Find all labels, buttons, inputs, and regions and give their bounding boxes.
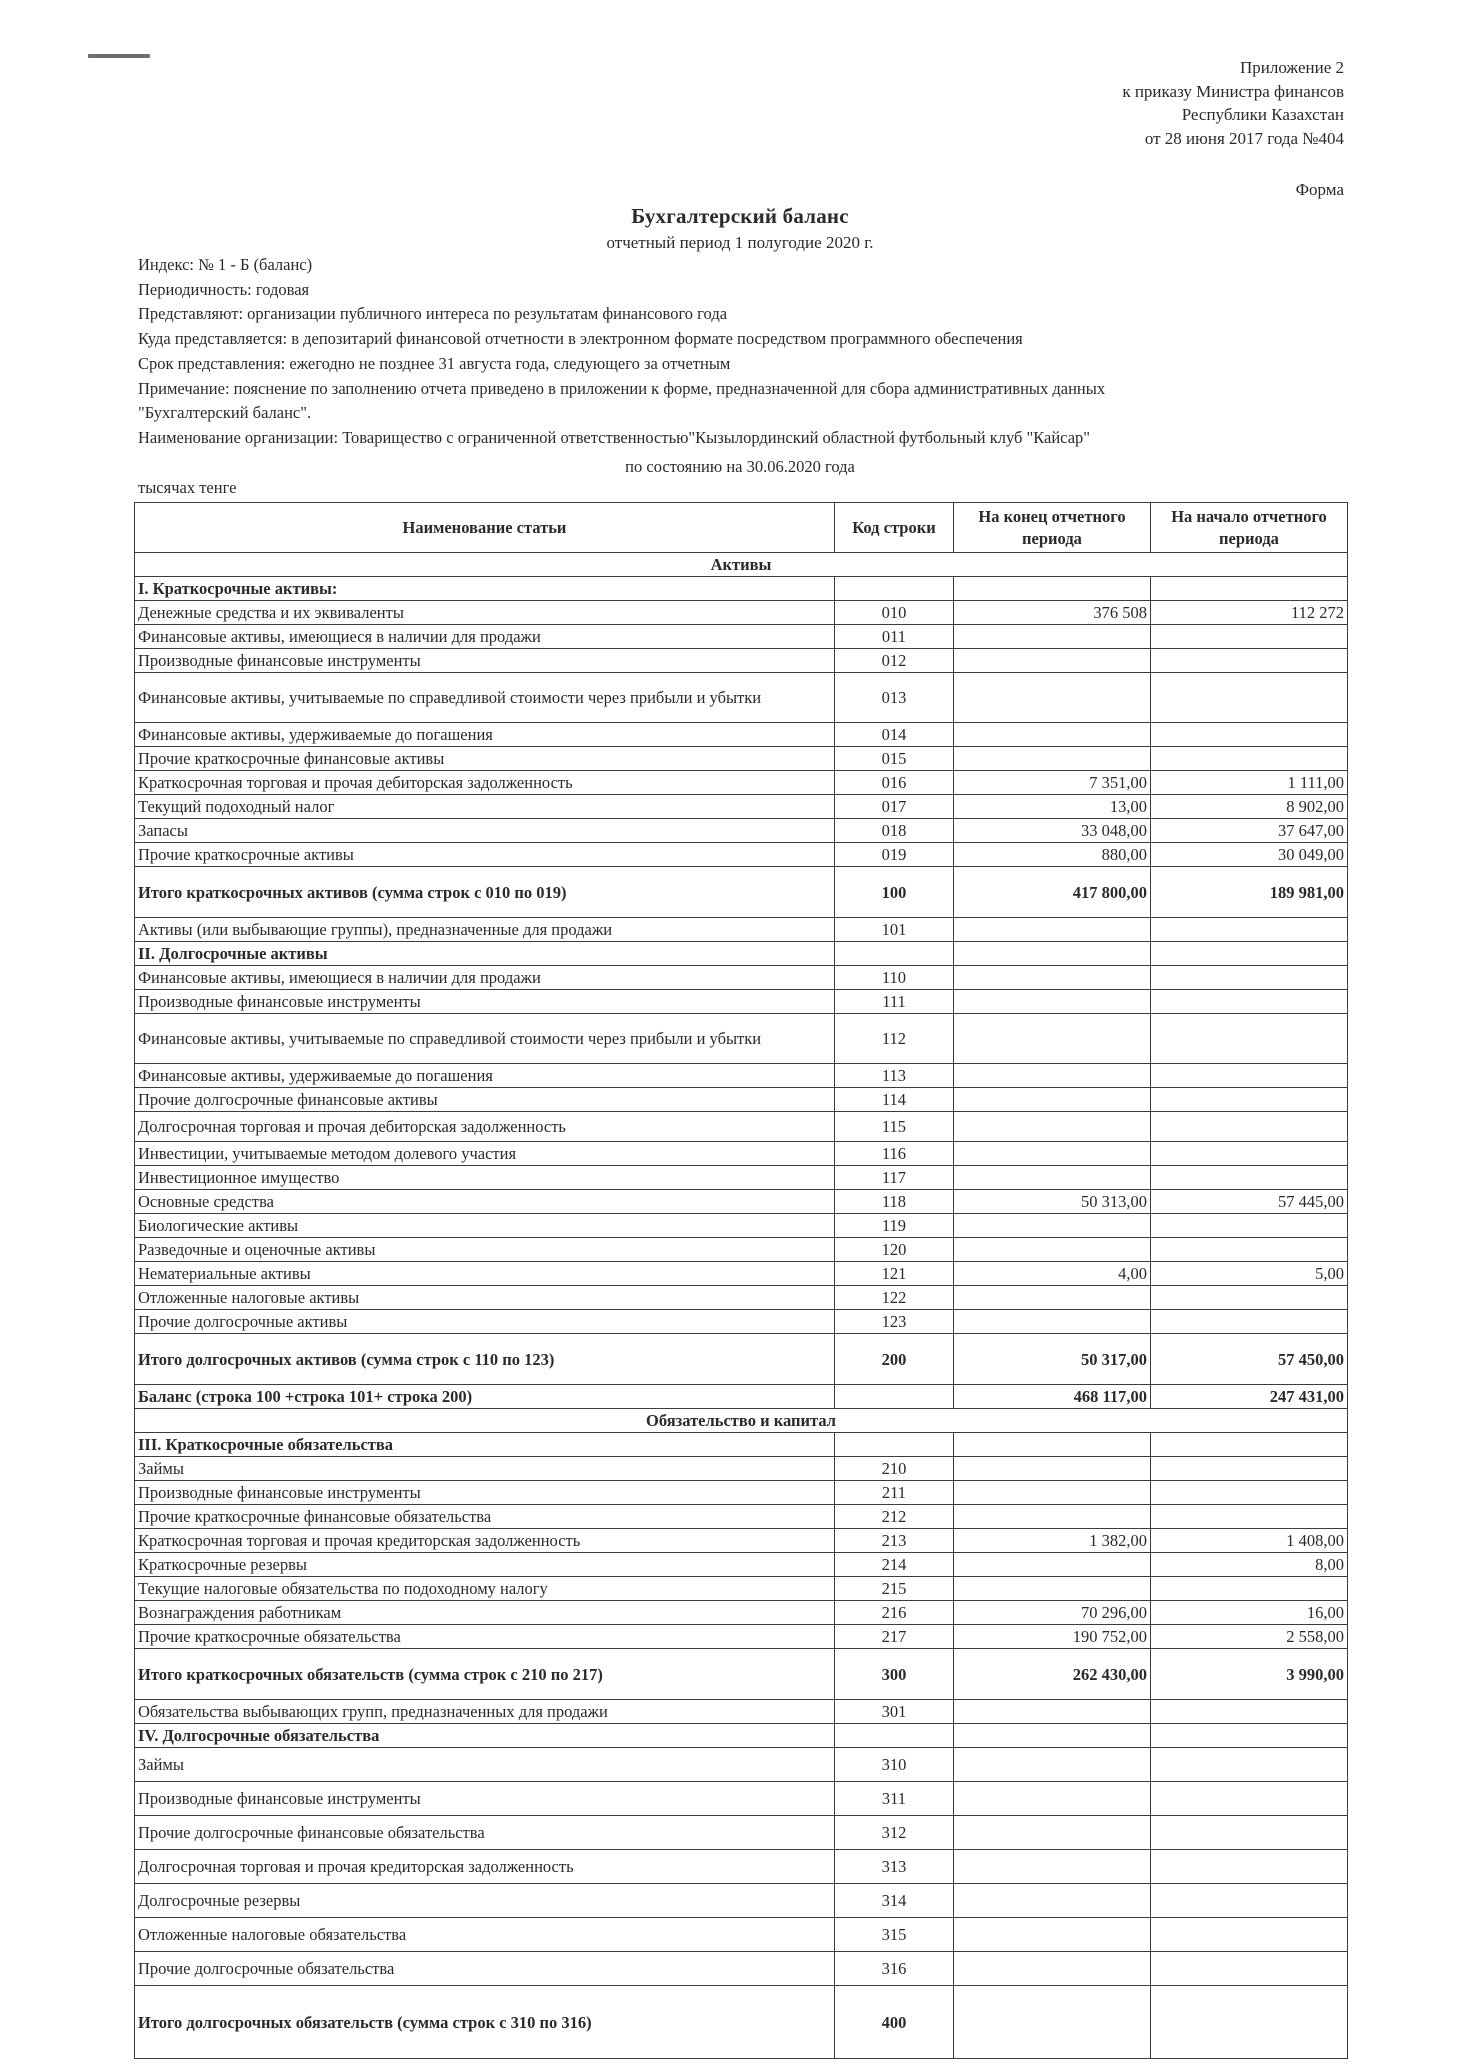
row-start-value: 1 111,00 xyxy=(1151,771,1348,795)
row-start-value xyxy=(1151,1112,1348,1142)
row-code: 018 xyxy=(835,819,954,843)
table-row xyxy=(135,1577,1348,1601)
section-header-liabilities xyxy=(135,1409,1348,1433)
row-end-value xyxy=(954,1014,1151,1064)
row-name: Краткосрочные резервы xyxy=(135,1553,835,1577)
table-row xyxy=(135,747,1348,771)
row-start-value: 3 990,00 xyxy=(1151,1649,1348,1700)
row-name: Прочие краткосрочные активы xyxy=(135,843,835,867)
row-name: Текущий подоходный налог xyxy=(135,795,835,819)
row-end-value xyxy=(954,1986,1151,2059)
row-end-value xyxy=(954,1457,1151,1481)
row-start-value: 37 647,00 xyxy=(1151,819,1348,843)
row-end-value xyxy=(954,1884,1151,1918)
row-name: Инвестиционное имущество xyxy=(135,1166,835,1190)
appendix-line: от 28 июня 2017 года №404 xyxy=(1144,128,1344,148)
row-start-value xyxy=(1151,1700,1348,1724)
row-code: 119 xyxy=(835,1214,954,1238)
row-code: 010 xyxy=(835,601,954,625)
row-start-value: 57 450,00 xyxy=(1151,1334,1348,1385)
table-row xyxy=(135,1457,1348,1481)
table-row xyxy=(135,1166,1348,1190)
row-end-value xyxy=(954,1748,1151,1782)
table-row xyxy=(135,1190,1348,1214)
total-row xyxy=(135,1986,1348,2059)
table-row xyxy=(135,990,1348,1014)
row-start-value xyxy=(1151,1457,1348,1481)
row-code: 115 xyxy=(835,1112,954,1142)
document-title: Бухгалтерский баланс xyxy=(631,204,849,228)
row-start-value xyxy=(1151,747,1348,771)
row-code: 012 xyxy=(835,649,954,673)
row-name: Денежные средства и их эквиваленты xyxy=(135,601,835,625)
row-code: 013 xyxy=(835,673,954,723)
row-code: 111 xyxy=(835,990,954,1014)
table-header-row xyxy=(135,503,1348,553)
table-row xyxy=(135,1286,1348,1310)
row-start-value xyxy=(1151,1310,1348,1334)
row-name: Текущие налоговые обязательства по подоходному налогу xyxy=(135,1577,835,1601)
header-end-period: На конец отчетного периода xyxy=(954,503,1151,553)
meta-where: Куда представляется: в депозитарий финансовой отчетности в электронном формате посредством программного обеспечения xyxy=(138,329,1023,349)
table-row xyxy=(135,1310,1348,1334)
row-start-value: 112 272 xyxy=(1151,601,1348,625)
row-code: 216 xyxy=(835,1601,954,1625)
row-start-value xyxy=(1151,942,1348,966)
row-code: 217 xyxy=(835,1625,954,1649)
table-row xyxy=(135,795,1348,819)
table-row xyxy=(135,1214,1348,1238)
row-name: Финансовые активы, имеющиеся в наличии для продажи xyxy=(135,966,835,990)
appendix-line: к приказу Министра финансов xyxy=(1122,81,1344,101)
table-row xyxy=(135,1112,1348,1142)
row-end-value xyxy=(954,1577,1151,1601)
row-start-value xyxy=(1151,918,1348,942)
table-row xyxy=(135,1529,1348,1553)
row-start-value xyxy=(1151,1782,1348,1816)
appendix-line: Приложение 2 xyxy=(1240,58,1344,77)
row-name: Итого краткосрочных обязательств (сумма строк с 210 по 217) xyxy=(135,1649,835,1700)
row-code: 113 xyxy=(835,1064,954,1088)
row-start-value: 16,00 xyxy=(1151,1601,1348,1625)
table-row xyxy=(135,1748,1348,1782)
table-row xyxy=(135,1553,1348,1577)
row-start-value xyxy=(1151,1748,1348,1782)
section-assets-label: Активы xyxy=(135,553,1348,577)
row-end-value xyxy=(954,942,1151,966)
row-end-value xyxy=(954,1088,1151,1112)
row-code: 120 xyxy=(835,1238,954,1262)
row-code: 100 xyxy=(835,867,954,918)
row-name: III. Краткосрочные обязательства xyxy=(135,1433,835,1457)
meta-periodicity: Периодичность: годовая xyxy=(138,279,310,299)
row-code: 316 xyxy=(835,1952,954,1986)
row-end-value xyxy=(954,723,1151,747)
row-end-value xyxy=(954,1952,1151,1986)
row-code: 315 xyxy=(835,1918,954,1952)
table-row xyxy=(135,966,1348,990)
row-start-value xyxy=(1151,1142,1348,1166)
row-end-value xyxy=(954,1850,1151,1884)
row-code: 312 xyxy=(835,1816,954,1850)
form-label: Форма xyxy=(1295,180,1344,199)
row-code: 400 xyxy=(835,1986,954,2059)
row-name: Прочие краткосрочные финансовые активы xyxy=(135,747,835,771)
row-name: II. Долгосрочные активы xyxy=(135,942,835,966)
row-start-value xyxy=(1151,1918,1348,1952)
row-name: Производные финансовые инструменты xyxy=(135,1481,835,1505)
table-row xyxy=(135,1700,1348,1724)
row-start-value xyxy=(1151,1505,1348,1529)
row-name: Долгосрочные резервы xyxy=(135,1884,835,1918)
table-row xyxy=(135,1918,1348,1952)
row-code xyxy=(835,1433,954,1457)
row-name: Финансовые активы, учитываемые по справедливой стоимости через прибыли и убытки xyxy=(135,673,835,723)
row-code: 014 xyxy=(835,723,954,747)
row-start-value: 8 902,00 xyxy=(1151,795,1348,819)
row-code: 213 xyxy=(835,1529,954,1553)
total-row xyxy=(135,1649,1348,1700)
table-row xyxy=(135,1952,1348,1986)
row-end-value xyxy=(954,649,1151,673)
row-start-value xyxy=(1151,649,1348,673)
table-row xyxy=(135,1625,1348,1649)
row-code: 311 xyxy=(835,1782,954,1816)
row-name: Прочие краткосрочные финансовые обязательства xyxy=(135,1505,835,1529)
row-name: Производные финансовые инструменты xyxy=(135,990,835,1014)
row-name: Долгосрочная торговая и прочая кредиторская задолженность xyxy=(135,1850,835,1884)
row-start-value xyxy=(1151,1238,1348,1262)
row-code: 212 xyxy=(835,1505,954,1529)
header-name: Наименование статьи xyxy=(135,503,835,553)
row-end-value xyxy=(954,1064,1151,1088)
table-row xyxy=(135,1782,1348,1816)
row-end-value xyxy=(954,673,1151,723)
meta-note: Примечание: пояснение по заполнению отчета приведено в приложении к форме, предназначенной для сбора административных данных xyxy=(138,378,1106,398)
row-name: Краткосрочная торговая и прочая кредиторская задолженность xyxy=(135,1529,835,1553)
section-liabilities-label: Обязательство и капитал xyxy=(135,1409,1348,1433)
row-code: 314 xyxy=(835,1884,954,1918)
row-end-value xyxy=(954,966,1151,990)
row-code: 016 xyxy=(835,771,954,795)
appendix-line: Республики Казахстан xyxy=(1181,105,1344,124)
row-code: 114 xyxy=(835,1088,954,1112)
row-start-value xyxy=(1151,1481,1348,1505)
row-start-value: 57 445,00 xyxy=(1151,1190,1348,1214)
row-code xyxy=(835,577,954,601)
row-end-value: 50 317,00 xyxy=(954,1334,1151,1385)
row-end-value: 7 351,00 xyxy=(954,771,1151,795)
row-code: 121 xyxy=(835,1262,954,1286)
table-row xyxy=(135,1262,1348,1286)
as-of-date: по состоянию на 30.06.2020 года xyxy=(625,457,855,476)
row-start-value xyxy=(1151,1952,1348,1986)
row-start-value xyxy=(1151,1014,1348,1064)
header-start-period: На начало отчетного периода xyxy=(1151,503,1348,553)
section-header-assets xyxy=(135,553,1348,577)
table-row xyxy=(135,819,1348,843)
row-end-value xyxy=(954,1553,1151,1577)
row-end-value xyxy=(954,1481,1151,1505)
row-end-value: 1 382,00 xyxy=(954,1529,1151,1553)
table-row xyxy=(135,601,1348,625)
row-name: Активы (или выбывающие группы), предназначенные для продажи xyxy=(135,918,835,942)
row-start-value xyxy=(1151,1088,1348,1112)
row-name: Основные средства xyxy=(135,1190,835,1214)
total-row xyxy=(135,1334,1348,1385)
row-end-value xyxy=(954,1166,1151,1190)
row-start-value xyxy=(1151,1064,1348,1088)
row-end-value xyxy=(954,1700,1151,1724)
row-name: Итого долгосрочных активов (сумма строк с 110 по 123) xyxy=(135,1334,835,1385)
row-code: 200 xyxy=(835,1334,954,1385)
row-name: Финансовые активы, учитываемые по справедливой стоимости через прибыли и убытки xyxy=(135,1014,835,1064)
row-end-value xyxy=(954,1505,1151,1529)
table-row xyxy=(135,843,1348,867)
balance-sheet-table xyxy=(134,502,1348,2059)
row-name: Отложенные налоговые активы xyxy=(135,1286,835,1310)
row-end-value: 33 048,00 xyxy=(954,819,1151,843)
row-code xyxy=(835,1385,954,1409)
row-code: 210 xyxy=(835,1457,954,1481)
row-end-value: 50 313,00 xyxy=(954,1190,1151,1214)
row-start-value xyxy=(1151,1724,1348,1748)
header-code: Код строки xyxy=(835,503,954,553)
row-code: 110 xyxy=(835,966,954,990)
row-end-value xyxy=(954,747,1151,771)
row-start-value: 247 431,00 xyxy=(1151,1385,1348,1409)
row-start-value xyxy=(1151,1884,1348,1918)
row-code: 215 xyxy=(835,1577,954,1601)
row-code: 017 xyxy=(835,795,954,819)
row-start-value xyxy=(1151,1986,1348,2059)
row-name: Финансовые активы, удерживаемые до погашения xyxy=(135,1064,835,1088)
row-code: 019 xyxy=(835,843,954,867)
row-code: 118 xyxy=(835,1190,954,1214)
row-end-value xyxy=(954,1142,1151,1166)
row-end-value: 4,00 xyxy=(954,1262,1151,1286)
row-name: Баланс (строка 100 +строка 101+ строка 200) xyxy=(135,1385,835,1409)
row-name: Запасы xyxy=(135,819,835,843)
row-start-value xyxy=(1151,723,1348,747)
row-code: 122 xyxy=(835,1286,954,1310)
row-name: Займы xyxy=(135,1457,835,1481)
table-row xyxy=(135,1088,1348,1112)
table-row xyxy=(135,1884,1348,1918)
row-code: 116 xyxy=(835,1142,954,1166)
row-code: 310 xyxy=(835,1748,954,1782)
row-name: Финансовые активы, удерживаемые до погашения xyxy=(135,723,835,747)
row-name: Прочие краткосрочные обязательства xyxy=(135,1625,835,1649)
row-start-value xyxy=(1151,577,1348,601)
table-row xyxy=(135,1505,1348,1529)
row-code xyxy=(835,942,954,966)
row-name: Прочие долгосрочные финансовые обязательства xyxy=(135,1816,835,1850)
table-row xyxy=(135,1064,1348,1088)
row-name: Долгосрочная торговая и прочая дебиторская задолженность xyxy=(135,1112,835,1142)
row-code: 011 xyxy=(835,625,954,649)
row-start-value xyxy=(1151,1214,1348,1238)
row-name: Краткосрочная торговая и прочая дебиторская задолженность xyxy=(135,771,835,795)
row-name: Прочие долгосрочные активы xyxy=(135,1310,835,1334)
reporting-period: отчетный период 1 полугодие 2020 г. xyxy=(606,233,874,252)
meta-note-cont: "Бухгалтерский баланс". xyxy=(138,403,312,423)
row-end-value: 262 430,00 xyxy=(954,1649,1151,1700)
row-name: Итого долгосрочных обязательств (сумма строк с 310 по 316) xyxy=(135,1986,835,2059)
row-start-value xyxy=(1151,1433,1348,1457)
row-end-value xyxy=(954,1433,1151,1457)
table-row xyxy=(135,1238,1348,1262)
table-row xyxy=(135,1601,1348,1625)
row-start-value xyxy=(1151,1166,1348,1190)
row-end-value xyxy=(954,1286,1151,1310)
row-end-value xyxy=(954,577,1151,601)
section-row xyxy=(135,1433,1348,1457)
row-end-value: 880,00 xyxy=(954,843,1151,867)
row-start-value: 8,00 xyxy=(1151,1553,1348,1577)
appendix-block xyxy=(1122,56,1344,150)
meta-index: Индекс: № 1 - Б (баланс) xyxy=(138,255,313,274)
table-row xyxy=(135,625,1348,649)
row-name: Биологические активы xyxy=(135,1214,835,1238)
row-end-value: 190 752,00 xyxy=(954,1625,1151,1649)
form-metadata xyxy=(138,253,1358,451)
row-name: Нематериальные активы xyxy=(135,1262,835,1286)
row-code: 112 xyxy=(835,1014,954,1064)
row-end-value: 417 800,00 xyxy=(954,867,1151,918)
row-start-value: 5,00 xyxy=(1151,1262,1348,1286)
row-start-value: 2 558,00 xyxy=(1151,1625,1348,1649)
meta-organization: Наименование организации: Товарищество с ограниченной ответственностью"Кызылординский областной футбольный клуб "Кайсар" xyxy=(138,427,1091,447)
table-row xyxy=(135,1481,1348,1505)
row-end-value xyxy=(954,1782,1151,1816)
row-end-value: 376 508 xyxy=(954,601,1151,625)
row-name: Отложенные налоговые обязательства xyxy=(135,1918,835,1952)
row-name: Производные финансовые инструменты xyxy=(135,649,835,673)
section-row xyxy=(135,577,1348,601)
row-name: Финансовые активы, имеющиеся в наличии для продажи xyxy=(135,625,835,649)
section-row xyxy=(135,942,1348,966)
table-row xyxy=(135,771,1348,795)
meta-submitters: Представляют: организации публичного интереса по результатам финансового года xyxy=(138,304,728,324)
row-name: I. Краткосрочные активы: xyxy=(135,577,835,601)
row-end-value xyxy=(954,918,1151,942)
row-start-value: 1 408,00 xyxy=(1151,1529,1348,1553)
row-start-value: 189 981,00 xyxy=(1151,867,1348,918)
row-code: 301 xyxy=(835,1700,954,1724)
row-start-value xyxy=(1151,673,1348,723)
row-start-value: 30 049,00 xyxy=(1151,843,1348,867)
row-name: IV. Долгосрочные обязательства xyxy=(135,1724,835,1748)
row-name: Разведочные и оценочные активы xyxy=(135,1238,835,1262)
row-start-value xyxy=(1151,1816,1348,1850)
row-code: 015 xyxy=(835,747,954,771)
table-row xyxy=(135,1850,1348,1884)
table-row xyxy=(135,649,1348,673)
scan-artifact-dash xyxy=(88,54,150,58)
table-row xyxy=(135,1816,1348,1850)
row-end-value xyxy=(954,1112,1151,1142)
row-name: Инвестиции, учитываемые методом долевого участия xyxy=(135,1142,835,1166)
table-row xyxy=(135,1014,1348,1064)
row-name: Производные финансовые инструменты xyxy=(135,1782,835,1816)
row-end-value: 13,00 xyxy=(954,795,1151,819)
row-end-value xyxy=(954,625,1151,649)
table-row xyxy=(135,723,1348,747)
row-start-value xyxy=(1151,1286,1348,1310)
row-name: Займы xyxy=(135,1748,835,1782)
row-code: 101 xyxy=(835,918,954,942)
row-name: Вознаграждения работникам xyxy=(135,1601,835,1625)
row-end-value: 70 296,00 xyxy=(954,1601,1151,1625)
row-start-value xyxy=(1151,1850,1348,1884)
row-code: 211 xyxy=(835,1481,954,1505)
row-code xyxy=(835,1724,954,1748)
section-row xyxy=(135,1724,1348,1748)
units-label: тысячах тенге xyxy=(138,478,237,497)
row-start-value xyxy=(1151,625,1348,649)
row-start-value xyxy=(1151,966,1348,990)
row-end-value xyxy=(954,1918,1151,1952)
row-start-value xyxy=(1151,990,1348,1014)
row-end-value xyxy=(954,1816,1151,1850)
meta-deadline: Срок представления: ежегодно не позднее 31 августа года, следующего за отчетным xyxy=(138,353,731,373)
table-row xyxy=(135,1142,1348,1166)
row-code: 300 xyxy=(835,1649,954,1700)
total-row xyxy=(135,867,1348,918)
row-end-value xyxy=(954,1724,1151,1748)
row-code: 313 xyxy=(835,1850,954,1884)
row-end-value: 468 117,00 xyxy=(954,1385,1151,1409)
row-name: Прочие долгосрочные финансовые активы xyxy=(135,1088,835,1112)
row-code: 117 xyxy=(835,1166,954,1190)
table-row xyxy=(135,673,1348,723)
row-end-value xyxy=(954,1238,1151,1262)
row-name: Прочие долгосрочные обязательства xyxy=(135,1952,835,1986)
row-end-value xyxy=(954,1214,1151,1238)
row-code: 123 xyxy=(835,1310,954,1334)
row-end-value xyxy=(954,1310,1151,1334)
row-end-value xyxy=(954,990,1151,1014)
row-name: Итого краткосрочных активов (сумма строк с 010 по 019) xyxy=(135,867,835,918)
total-row xyxy=(135,1385,1348,1409)
row-code: 214 xyxy=(835,1553,954,1577)
row-start-value xyxy=(1151,1577,1348,1601)
row-name: Обязательства выбывающих групп, предназначенных для продажи xyxy=(135,1700,835,1724)
table-row xyxy=(135,918,1348,942)
